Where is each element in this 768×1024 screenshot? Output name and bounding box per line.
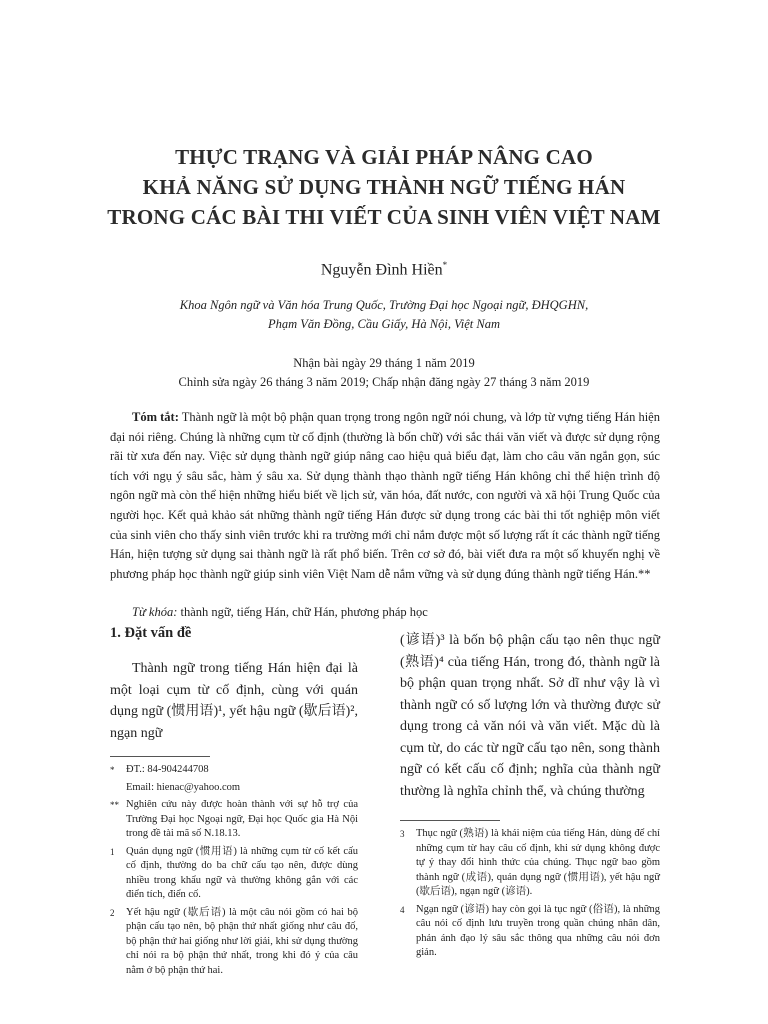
abstract-text: Thành ngữ là một bộ phận quan trọng trong ngôn ngữ nói chung, và lớp từ vựng tiếng Hán hiện đại nói riêng. Chúng là những cụm từ cố định (thường là bốn chữ) với sắc thái văn viết và được sử dụng rộng rãi từ xưa đến nay. Việc sử dụng thành ngữ giúp nâng cao hiệu quả biểu đạt, làm cho câu văn ngắn gọn, súc tích với ngụ ý sâu sắc, hàm ý sâu xa. Sử dụng thành thạo thành ngữ tiếng Hán không chỉ thể hiện trình độ ngôn ngữ mà còn thể hiện những hiểu biết về lịch sử, văn hóa, đất nước, con người và xã hội Trung Quốc của người học. Kết quả khảo sát những thành ngữ tiếng Hán được sử dụng trong các bài thi tốt nghiệp môn viết của sinh viên cho thấy sinh viên trước khi ra trường mới chỉ nắm được một số lượng rất ít các thành ngữ tiếng Hán, hiện tượng sử dụng sai thành ngữ là rất phổ biến. Trên cơ sở đó, bài viết đưa ra một số khuyến nghị về phương pháp học thành ngữ giúp sinh viên Việt Nam dễ nắm vững và sử dụng đúng thành ngữ tiếng Hán.** xyxy=(110,410,660,581)
paper-title xyxy=(60,142,708,232)
date-revised: Chỉnh sửa ngày 26 tháng 3 năm 2019; Chấp nhận đăng ngày 27 tháng 3 năm 2019 xyxy=(178,375,590,389)
affiliation-line-1: Khoa Ngôn ngữ và Văn hóa Trung Quốc, Trường Đại học Ngoại ngữ, ĐHQGHN, xyxy=(179,298,589,312)
title-line-2: KHẢ NĂNG SỬ DỤNG THÀNH NGỮ TIẾNG HÁN xyxy=(142,175,626,199)
footnote-text: ĐT.: 84-904244708 xyxy=(126,764,209,775)
author-name: Nguyễn Đình Hiền xyxy=(320,261,443,279)
footnote-text: Email: hienac@yahoo.com xyxy=(126,781,241,793)
affiliation-line-2: Phạm Văn Đồng, Cầu Giấy, Hà Nội, Việt Nam xyxy=(267,317,501,331)
footnote-text: Thục ngữ (熟语) là khái niệm của tiếng Hán, dùng để chỉ những cụm từ hay câu cố định, khi sử dụng không được tự ý thay đổi hình thức của chúng. Thục ngữ bao gồm thành ngữ (成语), quán dụng ngữ (惯用语), yết hậu ngữ (歇后语), ngạn ngữ (谚语). xyxy=(416,828,660,897)
abstract xyxy=(110,408,660,584)
footnote-text: Ngạn ngữ (谚语) hay còn gọi là tục ngữ (俗语), là những câu nói cố định lưu truyền trong quần chúng nhân dân, phản ánh đạo lý sâu sắc thông qua những câu nói đơn giản. xyxy=(416,903,660,958)
abstract-label: Tóm tắt: xyxy=(132,410,179,424)
date-received: Nhận bài ngày 29 tháng 1 năm 2019 xyxy=(293,356,475,370)
footnote xyxy=(110,845,358,903)
section-heading: 1. Đặt vấn đề xyxy=(110,625,192,641)
section-left-text: Thành ngữ trong tiếng Hán hiện đại là một loại cụm từ cố định, cùng với quán dụng ngữ (惯用语)¹, yết hậu ngữ (歇后语)², ngạn ngữ xyxy=(110,661,358,741)
footnote xyxy=(110,798,358,842)
footnote xyxy=(400,827,660,900)
footnote-mark: 4 xyxy=(400,904,405,915)
keywords-text: thành ngữ, tiếng Hán, chữ Hán, phương pháp học xyxy=(180,605,428,619)
footnote-mark: ** xyxy=(110,800,119,810)
footnote xyxy=(110,781,358,796)
footnote-mark: 3 xyxy=(400,829,405,839)
author-mark: * xyxy=(442,260,448,270)
footnotes-left xyxy=(110,763,358,978)
footnote-mark: 1 xyxy=(110,846,115,857)
footnote xyxy=(110,906,358,979)
affiliation xyxy=(60,296,708,334)
footnote-mark: * xyxy=(110,765,115,775)
author xyxy=(0,260,768,279)
right-column xyxy=(400,630,660,964)
footnote xyxy=(110,763,358,778)
footnote xyxy=(400,903,660,961)
footnote-rule xyxy=(110,756,210,757)
keywords-label: Từ khóa: xyxy=(132,605,178,619)
title-line-3: TRONG CÁC BÀI THI VIẾT CỦA SINH VIÊN VIỆT NAM xyxy=(107,205,661,229)
footnote-text: Quán dụng ngữ (惯用语) là những cụm từ cố kết cấu cố định, thường do ba chữ cấu tạo nên, được dùng nhiều trong khẩu ngữ và thường không gắn với các điển tích, điển cố. xyxy=(126,845,358,900)
footnote-text: Yết hậu ngữ (歇后语) là một câu nói gồm có hai bộ phận cấu tạo nên, bộ phận thứ nhất giống như câu đố, bộ phận thứ hai giống như lời giải, khi sử dụng thường chỉ nói ra bộ phận thứ nhất, trong khi đó ý của câu nằm ở bộ phận thứ hai. xyxy=(126,906,358,976)
keywords xyxy=(110,605,660,620)
footnote-rule-right xyxy=(400,820,500,821)
left-column xyxy=(110,625,358,981)
footnote-mark: 2 xyxy=(110,907,115,918)
footnote-text: Nghiên cứu này được hoàn thành với sự hỗ trợ của Trường Đại học Ngoại ngữ, Đại học Quốc gia Hà Nội trong đề tài mã số N.18.13. xyxy=(126,799,358,839)
title-line-1: THỰC TRẠNG VÀ GIẢI PHÁP NÂNG CAO xyxy=(175,145,593,169)
footnotes-right xyxy=(400,827,660,961)
dates xyxy=(60,354,708,392)
section-right-text: (谚语)³ là bốn bộ phận cấu tạo nên thục ngữ (熟语)⁴ của tiếng Hán, trong đó, thành ngữ là bộ phận quan trọng nhất. Sở dĩ như vậy là vì thành ngữ có số lượng lớn và thường được sử dụng trong cả văn nói và văn viết. Mặc dù là cụm từ, do các từ ngữ cấu tạo nên, song thành ngữ có kết cấu cố định; nghĩa của thành ngữ thường là nghĩa chỉnh thể, và chúng thường xyxy=(400,633,660,799)
